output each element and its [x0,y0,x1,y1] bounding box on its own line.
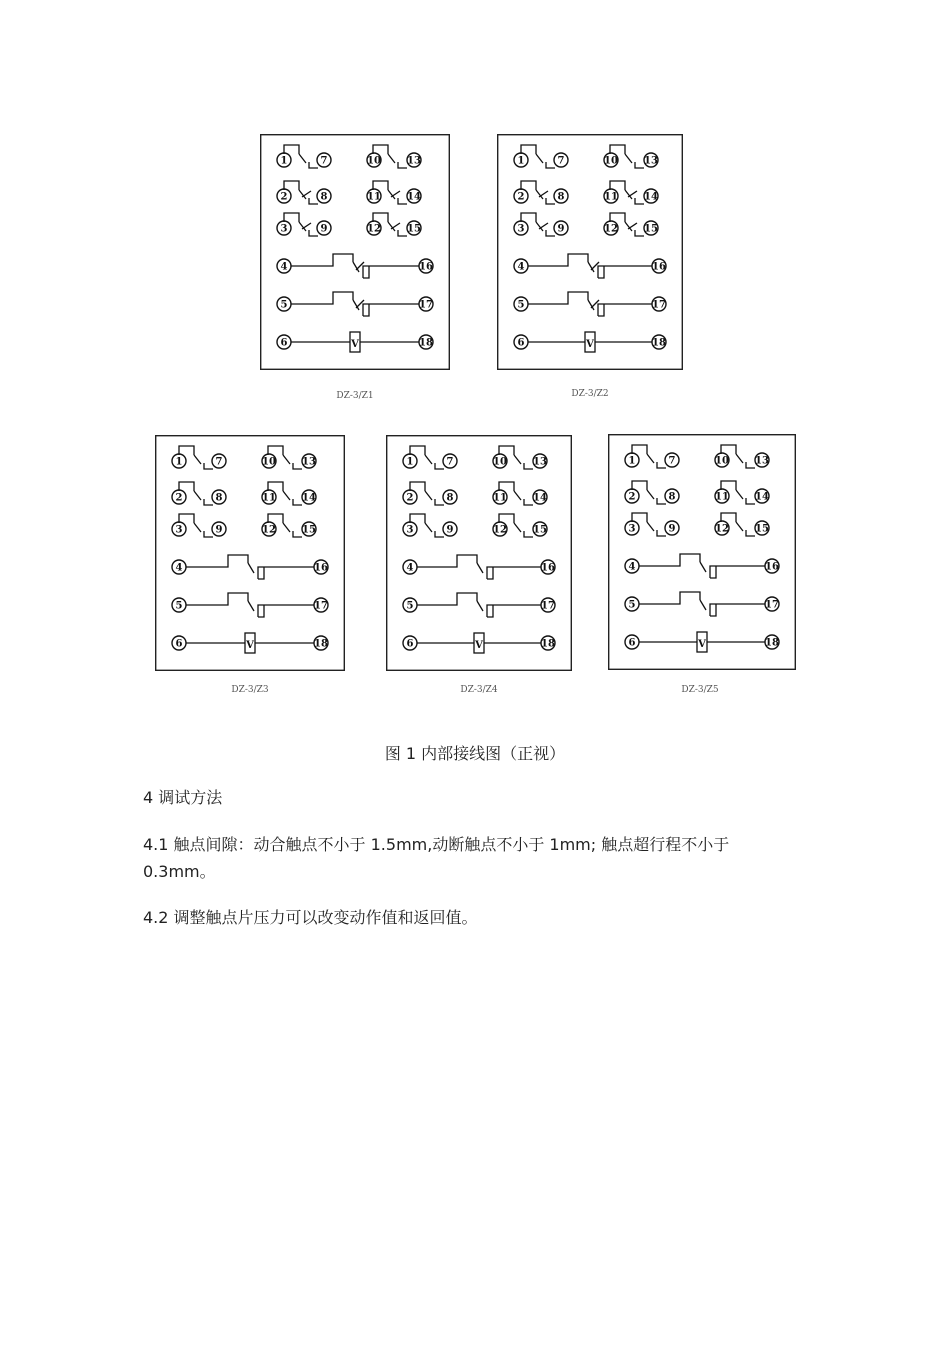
terminal-15 [533,522,547,536]
terminal-10 [715,453,729,467]
terminal-4 [172,560,186,574]
terminal-number: 3 [175,524,183,536]
terminal-6 [277,335,291,349]
terminal-number: 2 [628,491,636,503]
terminal-number: 9 [557,223,565,235]
terminal-5 [172,598,186,612]
terminal-number: 8 [668,491,676,503]
terminal-number: 18 [541,638,555,650]
terminal-3 [403,522,417,536]
terminal-11 [262,490,276,504]
terminal-11 [715,489,729,503]
terminal-15 [644,221,658,235]
terminal-1 [403,454,417,468]
terminal-number: 10 [604,155,618,167]
wiring-diagram-dz3-z3 [155,435,345,671]
terminal-11 [367,189,381,203]
terminal-number: 6 [628,637,636,649]
terminal-12 [493,522,507,536]
terminal-number: 9 [446,524,454,536]
terminal-14 [644,189,658,203]
terminal-number: 6 [280,337,288,349]
terminal-number: 12 [715,523,729,535]
terminal-16 [765,559,779,573]
terminal-number: 6 [406,638,414,650]
terminal-15 [407,221,421,235]
terminal-9 [665,521,679,535]
wiring-diagram-dz3-z1 [260,134,450,370]
terminal-18 [419,335,433,349]
wiring-diagram-dz3-z2 [497,134,683,370]
terminal-16 [541,560,555,574]
terminal-number: 5 [517,299,525,311]
terminal-18 [314,636,328,650]
diagram-label: DZ-3/Z2 [571,389,609,399]
terminal-number: 7 [668,455,676,467]
terminal-13 [407,153,421,167]
terminal-14 [533,490,547,504]
terminal-number: 9 [668,523,676,535]
terminal-number: 16 [652,261,666,273]
terminal-number: 1 [406,456,414,468]
terminal-6 [625,635,639,649]
wiring-diagram-dz3-z4 [386,435,572,671]
terminal-number: 18 [419,337,433,349]
terminal-number: 10 [262,456,276,468]
terminal-number: 16 [765,561,779,573]
terminal-13 [302,454,316,468]
terminal-number: 14 [407,191,421,203]
diagram-label: DZ-3/Z3 [231,685,269,695]
terminal-13 [533,454,547,468]
terminal-12 [262,522,276,536]
terminal-number: 9 [320,223,328,235]
terminal-7 [554,153,568,167]
terminal-number: 14 [302,492,316,504]
diagram-label: DZ-3/Z1 [336,391,374,401]
terminal-7 [665,453,679,467]
terminal-6 [514,335,528,349]
terminal-6 [172,636,186,650]
terminal-number: 16 [541,562,555,574]
terminal-number: 15 [755,523,769,535]
terminal-number: 5 [628,599,636,611]
coil-symbol: V [475,640,483,651]
terminal-11 [493,490,507,504]
terminal-number: 7 [557,155,565,167]
terminal-16 [419,259,433,273]
terminal-number: 13 [302,456,316,468]
terminal-number: 11 [715,491,729,503]
terminal-number: 4 [517,261,525,273]
terminal-12 [715,521,729,535]
terminal-10 [493,454,507,468]
terminal-15 [755,521,769,535]
terminal-number: 14 [533,492,547,504]
terminal-4 [403,560,417,574]
terminal-number: 16 [419,261,433,273]
terminal-number: 13 [533,456,547,468]
terminal-14 [755,489,769,503]
terminal-10 [604,153,618,167]
terminal-number: 15 [533,524,547,536]
figure-caption: 图 1 内部接线图（正视） [384,744,566,763]
terminal-number: 17 [765,599,779,611]
terminal-number: 17 [541,600,555,612]
terminal-number: 10 [715,455,729,467]
terminal-16 [314,560,328,574]
terminal-1 [277,153,291,167]
coil-symbol: V [698,639,706,650]
terminal-number: 2 [406,492,414,504]
terminal-number: 6 [175,638,183,650]
terminal-4 [514,259,528,273]
terminal-number: 15 [644,223,658,235]
terminal-number: 12 [604,223,618,235]
terminal-4 [277,259,291,273]
terminal-17 [419,297,433,311]
paragraph-4-1-continued: 0.3mm。 [143,862,216,881]
paragraph-4-2: 4.2 调整触点片压力可以改变动作值和返回值。 [143,908,478,927]
terminal-2 [514,189,528,203]
terminal-3 [172,522,186,536]
terminal-10 [262,454,276,468]
terminal-number: 8 [215,492,223,504]
terminal-number: 7 [215,456,223,468]
terminal-number: 8 [446,492,454,504]
terminal-4 [625,559,639,573]
terminal-number: 11 [262,492,276,504]
terminal-number: 14 [755,491,769,503]
terminal-number: 2 [517,191,525,203]
terminal-number: 15 [407,223,421,235]
terminal-12 [367,221,381,235]
terminal-17 [541,598,555,612]
terminal-18 [541,636,555,650]
terminal-number: 1 [517,155,525,167]
terminal-11 [604,189,618,203]
terminal-number: 4 [175,562,183,574]
terminal-number: 11 [367,191,381,203]
terminal-number: 18 [652,337,666,349]
terminal-7 [212,454,226,468]
terminal-number: 11 [493,492,507,504]
wiring-diagram-dz3-z5 [608,434,796,670]
terminal-number: 9 [215,524,223,536]
terminal-number: 3 [517,223,525,235]
terminal-18 [652,335,666,349]
terminal-number: 8 [320,191,328,203]
terminal-number: 10 [367,155,381,167]
terminal-8 [317,189,331,203]
terminal-9 [554,221,568,235]
terminal-16 [652,259,666,273]
terminal-5 [625,597,639,611]
coil-symbol: V [246,640,254,651]
terminal-3 [625,521,639,535]
terminal-number: 17 [314,600,328,612]
diagram-label: DZ-3/Z4 [460,685,498,695]
terminal-8 [554,189,568,203]
terminal-13 [755,453,769,467]
terminal-7 [443,454,457,468]
coil-symbol: V [351,339,359,350]
terminal-number: 13 [644,155,658,167]
terminal-1 [625,453,639,467]
terminal-14 [302,490,316,504]
terminal-9 [212,522,226,536]
terminal-2 [625,489,639,503]
terminal-number: 12 [262,524,276,536]
terminal-number: 2 [175,492,183,504]
terminal-number: 4 [628,561,636,573]
terminal-2 [172,490,186,504]
terminal-9 [317,221,331,235]
terminal-1 [172,454,186,468]
terminal-12 [604,221,618,235]
terminal-number: 5 [406,600,414,612]
terminal-8 [212,490,226,504]
terminal-number: 5 [175,600,183,612]
coil-symbol: V [586,339,594,350]
terminal-15 [302,522,316,536]
terminal-2 [403,490,417,504]
terminal-7 [317,153,331,167]
terminal-1 [514,153,528,167]
terminal-2 [277,189,291,203]
terminal-3 [514,221,528,235]
terminal-3 [277,221,291,235]
terminal-number: 10 [493,456,507,468]
terminal-number: 13 [755,455,769,467]
terminal-5 [403,598,417,612]
terminal-number: 17 [419,299,433,311]
terminal-5 [514,297,528,311]
terminal-number: 1 [280,155,288,167]
terminal-number: 16 [314,562,328,574]
terminal-number: 3 [280,223,288,235]
terminal-number: 6 [517,337,525,349]
terminal-number: 1 [628,455,636,467]
terminal-number: 5 [280,299,288,311]
terminal-number: 1 [175,456,183,468]
terminal-14 [407,189,421,203]
terminal-number: 13 [407,155,421,167]
terminal-number: 17 [652,299,666,311]
terminal-17 [765,597,779,611]
terminal-number: 12 [367,223,381,235]
section-heading: 4 调试方法 [143,788,223,807]
terminal-number: 18 [314,638,328,650]
terminal-9 [443,522,457,536]
terminal-number: 4 [280,261,288,273]
terminal-17 [652,297,666,311]
terminal-18 [765,635,779,649]
terminal-number: 4 [406,562,414,574]
diagram-label: DZ-3/Z5 [681,685,719,695]
terminal-number: 3 [406,524,414,536]
terminal-number: 3 [628,523,636,535]
terminal-number: 11 [604,191,618,203]
terminal-number: 8 [557,191,565,203]
terminal-8 [665,489,679,503]
terminal-17 [314,598,328,612]
terminal-5 [277,297,291,311]
terminal-10 [367,153,381,167]
terminal-8 [443,490,457,504]
terminal-number: 7 [320,155,328,167]
terminal-6 [403,636,417,650]
terminal-number: 14 [644,191,658,203]
terminal-number: 15 [302,524,316,536]
terminal-number: 12 [493,524,507,536]
terminal-13 [644,153,658,167]
terminal-number: 2 [280,191,288,203]
paragraph-4-1: 4.1 触点间隙：动合触点不小于 1.5mm,动断触点不小于 1mm; 触点超行程不小于 [143,835,730,854]
terminal-number: 7 [446,456,454,468]
terminal-number: 18 [765,637,779,649]
